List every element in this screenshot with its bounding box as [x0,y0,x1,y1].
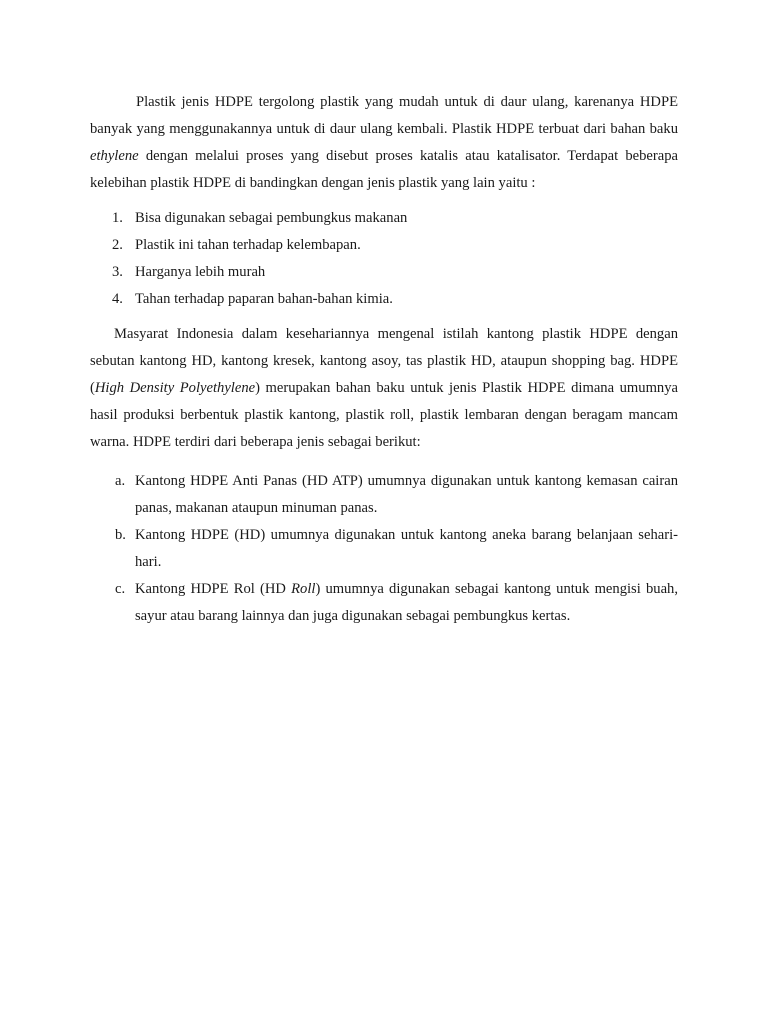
italic-term: ethylene [90,148,139,164]
paragraph-text: ) merupakan bahan baku untuk jenis Plastik HDPE dimana umumnya hasil produksi berbentuk plastik kantong, plastik roll, plastik lembaran dengan beragam mancam warna. HDPE terdiri dari beberapa jenis sebagai berikut: [90,380,679,450]
list-marker: a. [115,473,126,489]
list-marker: b. [115,527,126,543]
list-item-text: Kantong HDPE Anti Panas (HD ATP) umumnya digunakan untuk kantong kemasan cairan panas, makanan ataupun minuman panas. [135,473,678,516]
document-body [90,89,678,630]
list-item-text: Tahan terhadap paparan bahan-bahan kimia. [135,291,393,307]
list-item [90,286,678,313]
list-item-text: Kantong HDPE (HD) umumnya digunakan untuk kantong aneka barang belanjaan sehari-hari. [135,527,678,570]
paragraph-text: Masyarat Indonesia dalam kesehariannya mengenal istilah kantong plastik HDPE dengan sebutan kantong HD, kantong kresek, kantong asoy, tas plastik HD, ataupun shopping bag. HDPE ( [90,326,678,396]
list-marker: c. [115,581,126,597]
list-item [90,468,678,522]
list-item [90,232,678,259]
list-item [90,576,678,630]
list-item-text: ) umumnya digunakan sebagai kantong untuk mengisi buah, sayur atau barang lainnya dan juga digunakan sebagai pembungkus kertas. [135,581,678,624]
paragraph-text: Plastik jenis HDPE tergolong plastik yang mudah untuk di daur ulang, karenanya HDPE banyak yang menggunakannya untuk di daur ulang kembali. Plastik HDPE terbuat dari bahan baku [90,94,678,137]
paragraph-hdpe-description [90,321,678,456]
list-item-text: Bisa digunakan sebagai pembungkus makanan [135,210,408,226]
list-marker: 4. [112,291,123,307]
italic-term: Roll [291,581,316,597]
list-marker: 3. [112,264,123,280]
paragraph-hdpe-intro [90,89,678,197]
list-item [90,522,678,576]
list-marker: 2. [112,237,123,253]
italic-term: High Density Polyethylene [94,380,256,396]
list-item-text: Plastik ini tahan terhadap kelembapan. [135,237,361,253]
advantages-list [90,205,678,313]
list-item [90,259,678,286]
paragraph-text: dengan melalui proses yang disebut proses katalis atau katalisator. Terdapat beberapa kelebihan plastik HDPE di bandingkan dengan jenis plastik yang lain yaitu : [90,148,678,191]
list-item-text: Kantong HDPE Rol (HD [135,581,292,597]
list-item-text: Harganya lebih murah [135,264,266,280]
list-item [90,205,678,232]
hdpe-types-list [90,468,678,630]
list-marker: 1. [112,210,123,226]
